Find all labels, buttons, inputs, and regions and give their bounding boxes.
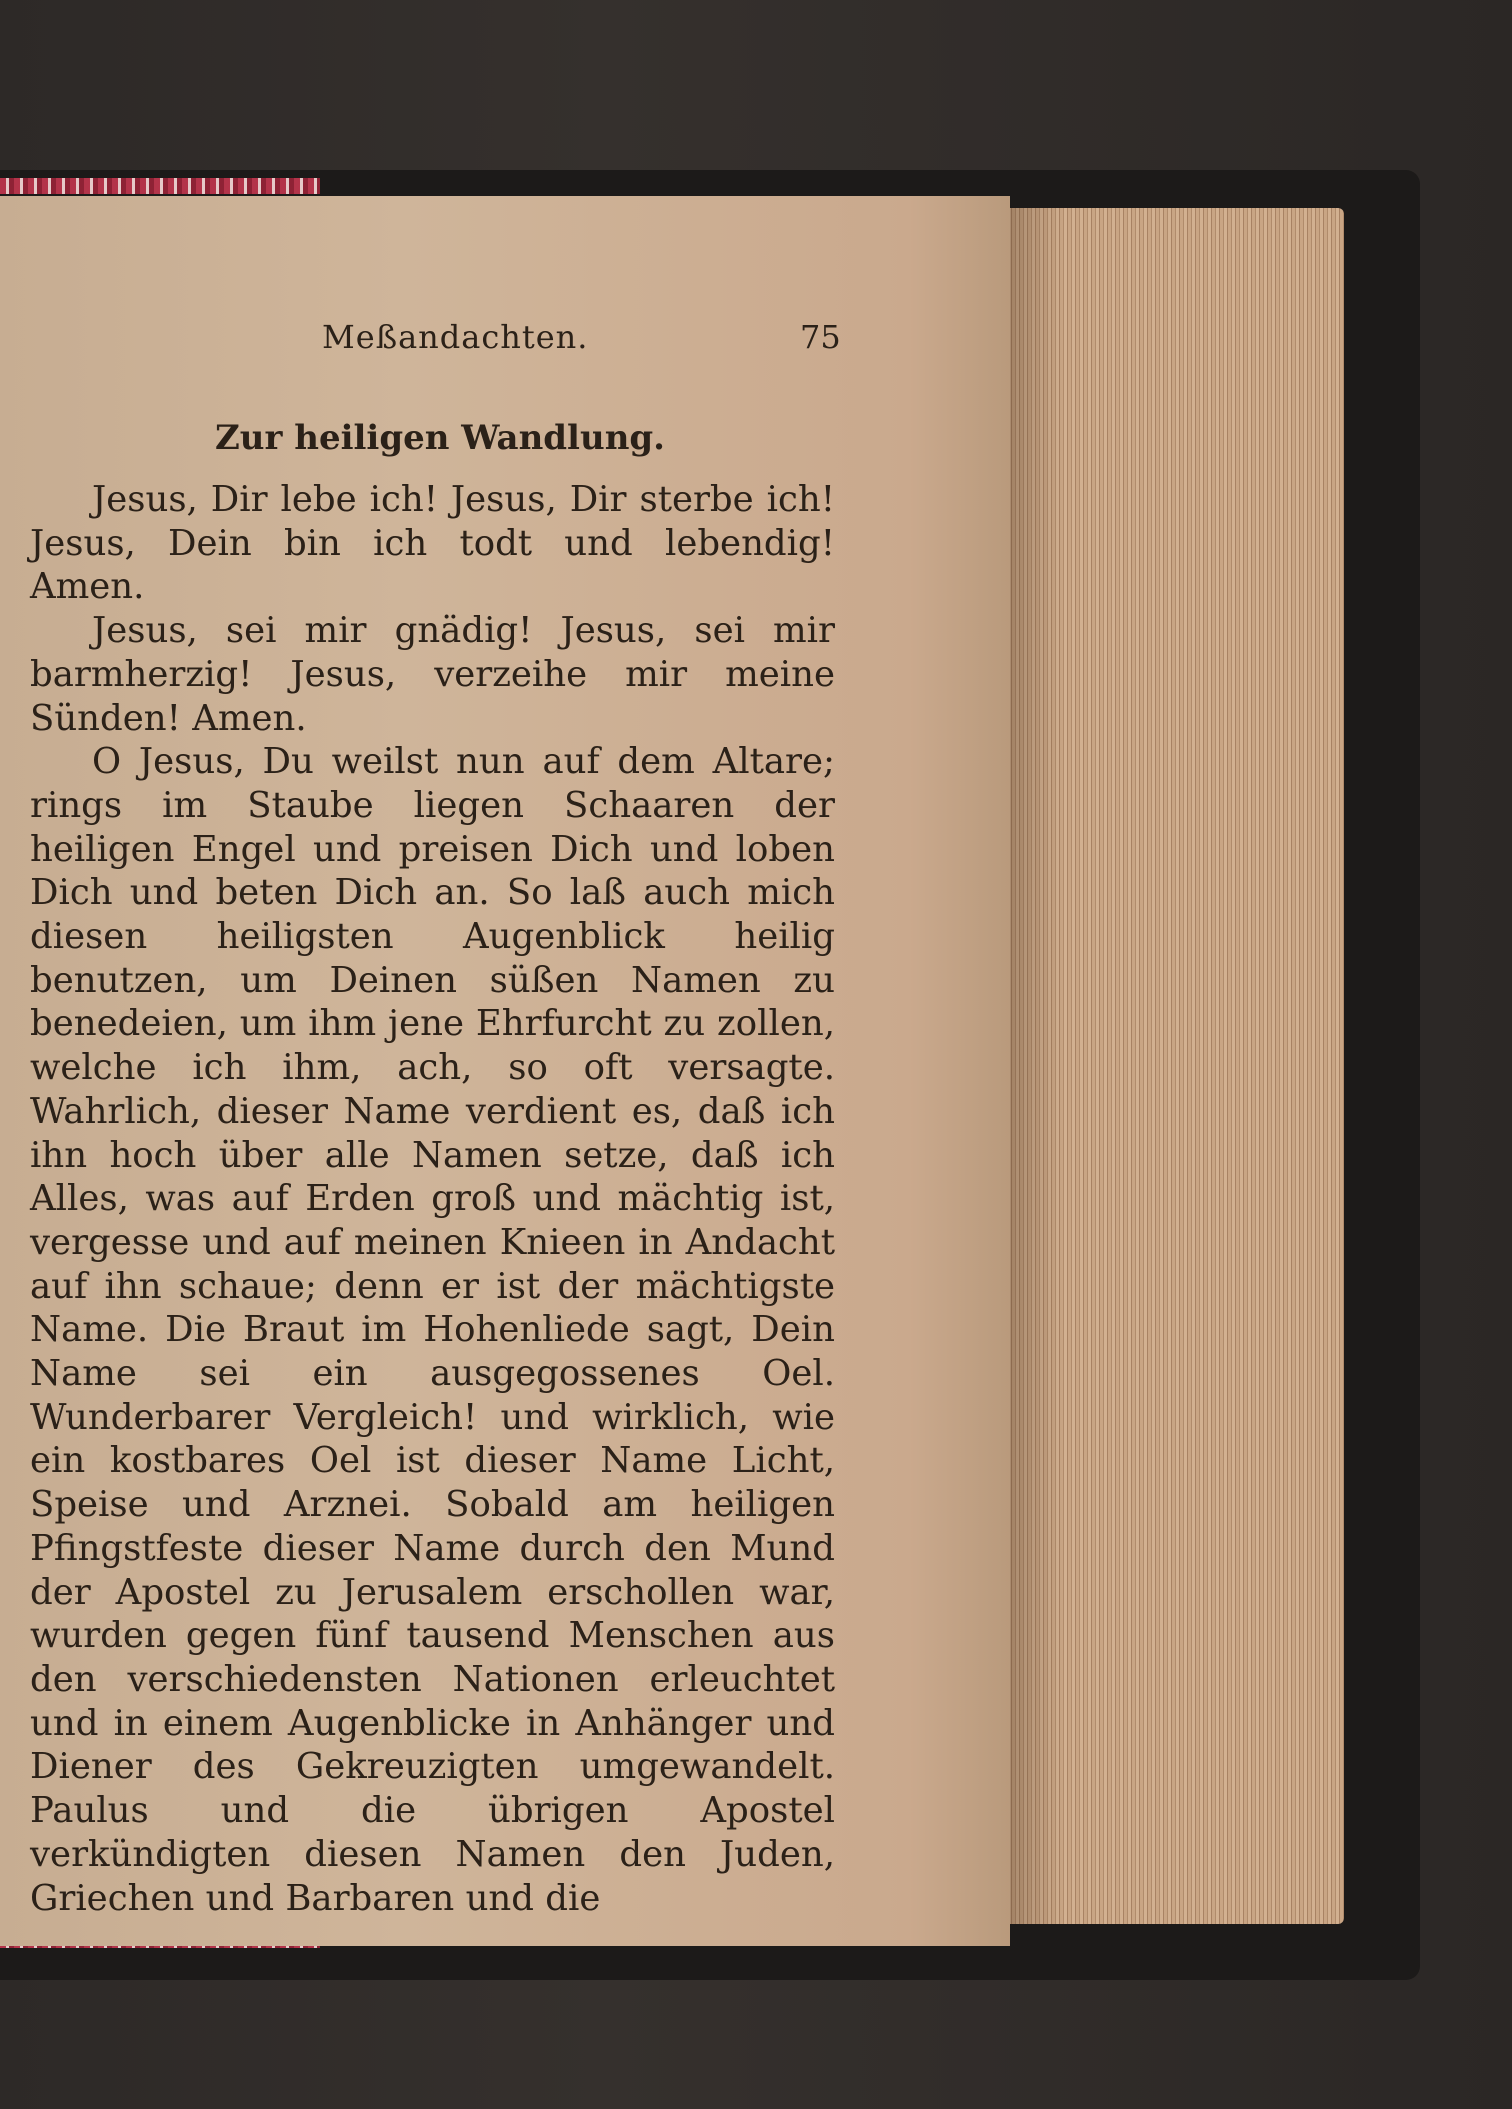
paragraph-3: O Jesus, Du weilst nun auf dem Altare; rings im Staube liegen Schaaren der heiligen Engel und preisen Dich und loben Dich und beten Dich an. So laß auch mich diesen heiligsten Augenblick heilig benutzen, um Deinen süßen Namen zu benedeien, um ihm jene Ehrfurcht zu zollen, welche ich ihm, ach, so oft versagte. Wahrlich, dieser Name verdient es, daß ich ihn hoch über alle Namen setze, daß ich Alles, was auf Erden groß und mächtig ist, vergesse und auf meinen Knieen in Andacht auf ihn schaue; denn er ist der mächtigste Name. Die Braut im Hohenliede sagt, Dein Name sei ein ausgegossenes Oel. Wunderbarer Vergleich! und wirklich, wie ein kostbares Oel ist dieser Name Licht, Speise und Arznei. Sobald am heiligen Pfingstfeste dieser Name durch den Mund der Apostel zu Jerusalem erschollen war, wurden gegen fünf tausend Menschen aus den verschiedensten Nationen erleuchtet und in einem Augenblicke in Anhänger und Diener des Gekreuzigten umgewandelt. Paulus und die übrigen Apostel verkündigten diesen Namen den Juden, Griechen und Barbaren und die bbox=[30, 741, 835, 1919]
running-head bbox=[0, 318, 860, 368]
page-number: 75 bbox=[800, 318, 841, 356]
section-heading: Zur heiligen Wandlung. bbox=[214, 418, 666, 458]
body-text bbox=[30, 478, 835, 1920]
headband-top bbox=[0, 178, 320, 194]
paragraph-2: Jesus, sei mir gnädig! Jesus, sei mir barmherzig! Jesus, verzeihe mir meine Sünden! Amen. bbox=[30, 610, 835, 739]
running-title: Meßandachten. bbox=[322, 318, 589, 356]
page-edges-shade bbox=[1004, 208, 1064, 1924]
paragraph-1: Jesus, Dir lebe ich! Jesus, Dir sterbe ich! Jesus, Dein bin ich todt und lebendig! Amen. bbox=[30, 479, 835, 608]
